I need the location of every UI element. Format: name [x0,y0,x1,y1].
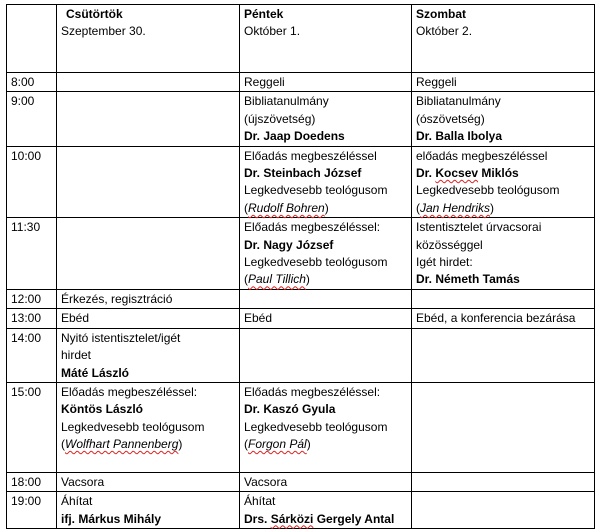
session-title: Bibliatanulmány [244,94,329,109]
cell-day3 [412,289,595,308]
cell-day3: Ebéd, a konferencia bezárása [412,309,595,328]
speaker-name: Dr. Németh Tamás [416,272,520,287]
session-topic: Legkedvesebb teológusom [244,419,388,434]
row-0800 [7,73,595,92]
cell-day2 [240,146,412,218]
theologian-name: Rudolf Bohren [248,200,325,215]
session-title: Előadás megbeszéléssel [244,148,377,163]
speaker-name [244,511,407,528]
cell-day2 [240,289,412,308]
cell-day3 [412,92,595,146]
cell-day1 [57,382,240,472]
day3-date: Október 2. [416,24,473,39]
time-header-cell [7,5,57,73]
day1-date: Szeptember 30. [61,24,146,39]
speaker-name: Dr. Nagy József [244,237,334,252]
session-topic: Legkedvesebb teológusom [416,183,560,198]
session-title: Áhítat [244,494,276,509]
cell-day3 [412,472,595,491]
day2-name: Péntek [244,7,284,21]
cell-day2: Ebéd [240,309,412,328]
session-title: Nyitó istentisztelet/igét [61,330,181,345]
session-title: Előadás megbeszéléssel: [244,384,381,399]
cell-day2 [240,92,412,146]
row-1500 [7,382,595,472]
cell-day3 [412,146,595,218]
cell-day2 [240,382,412,472]
speaker-name: Köntös László [61,402,144,417]
cell-day1 [57,92,240,146]
speaker-name: Dr. Jaap Doedens [244,129,345,144]
cell-day1: Érkezés, regisztráció [57,289,240,308]
time-cell: 8:00 [7,73,57,92]
theologian-name: Paul Tillich [248,272,306,287]
row-1900 [7,492,595,529]
day3-header [412,5,595,73]
day1-name: Csütörtök [66,7,123,21]
session-topic: Legkedvesebb teológusom [61,419,205,434]
cell-day1 [57,492,240,529]
cell-day1: Vacsora [57,472,240,491]
cell-day3 [412,382,595,472]
day1-header [57,5,240,73]
session-title: Előadás megbeszéléssel: [244,220,381,235]
speaker-name: Dr. Kaszó Gyula [244,402,336,417]
cell-day2 [240,328,412,382]
speaker-name: Dr. Balla Ibolya [416,129,503,144]
row-1000 [7,146,595,218]
day2-header [240,5,412,73]
cell-day3 [412,218,595,290]
day2-date: Október 1. [244,24,301,39]
theologian-ref: (Rudolf Bohren) [244,200,329,215]
cell-day2: Vacsora [240,472,412,491]
row-0900 [7,92,595,146]
session-title: Bibliatanulmány [416,94,501,109]
theologian-ref: (Paul Tillich) [244,272,310,287]
session-topic: Legkedvesebb teológusom [244,255,388,270]
row-1300 [7,309,595,328]
speaker-name [416,165,590,182]
time-cell: 19:00 [7,492,57,529]
cell-day1: Ebéd [57,309,240,328]
speaker-surname: Kocsev [435,166,479,181]
time-cell: 11:30 [7,218,57,290]
session-title: Előadás megbeszéléssel: [61,384,198,399]
speaker-name: Dr. Steinbach József [244,166,362,181]
speaker-given: Gergely Antal [313,511,395,526]
header-row [7,5,595,73]
cell-day1 [57,146,240,218]
theologian-name: Wolfhart Pannenberg [65,437,179,452]
row-1200 [7,289,595,308]
cell-day3 [412,492,595,529]
speaker-name: ifj. Márkus Mihály [61,511,162,526]
time-cell: 14:00 [7,328,57,382]
session-subtitle: (újszövetség) [244,111,316,126]
time-cell: 15:00 [7,382,57,472]
speaker-prefix: Dr. [416,166,436,181]
speaker-name: Máté László [61,365,130,380]
speaker-prefix: Drs. [244,511,271,526]
theologian-name: Jan Hendriks [420,200,491,215]
session-title: előadás megbeszéléssel [416,148,548,163]
session-subtitle: hirdet [61,348,92,363]
row-1400 [7,328,595,382]
cell-day3: Reggeli [412,73,595,92]
time-cell: 9:00 [7,92,57,146]
cell-day2: Reggeli [240,73,412,92]
theologian-ref: (Jan Hendriks) [416,200,495,215]
session-subtitle: közösséggel [416,237,483,252]
speaker-given: Miklós [478,166,519,181]
conference-schedule-table [6,4,595,529]
session-title: Áhítat [61,494,93,509]
time-cell: 13:00 [7,309,57,328]
day3-name: Szombat [416,7,467,21]
cell-day1 [57,73,240,92]
speaker-surname: Sárközi [270,511,314,526]
session-title: Istentisztelet úrvacsorai [416,220,542,235]
session-topic: Legkedvesebb teológusom [244,183,388,198]
cell-day2 [240,218,412,290]
time-cell: 10:00 [7,146,57,218]
row-1130 [7,218,595,290]
cell-day3 [412,328,595,382]
cell-day2 [240,492,412,529]
time-cell: 12:00 [7,289,57,308]
theologian-name: Forgon Pál [248,437,307,452]
theologian-ref: (Forgon Pál) [244,437,311,452]
theologian-ref: (Wolfhart Pannenberg) [61,437,183,452]
cell-day1 [57,328,240,382]
time-cell: 18:00 [7,472,57,491]
session-subtitle: (ószövetség) [416,111,485,126]
cell-day1 [57,218,240,290]
preacher-label: Igét hirdet: [416,255,473,270]
row-1800 [7,472,595,491]
